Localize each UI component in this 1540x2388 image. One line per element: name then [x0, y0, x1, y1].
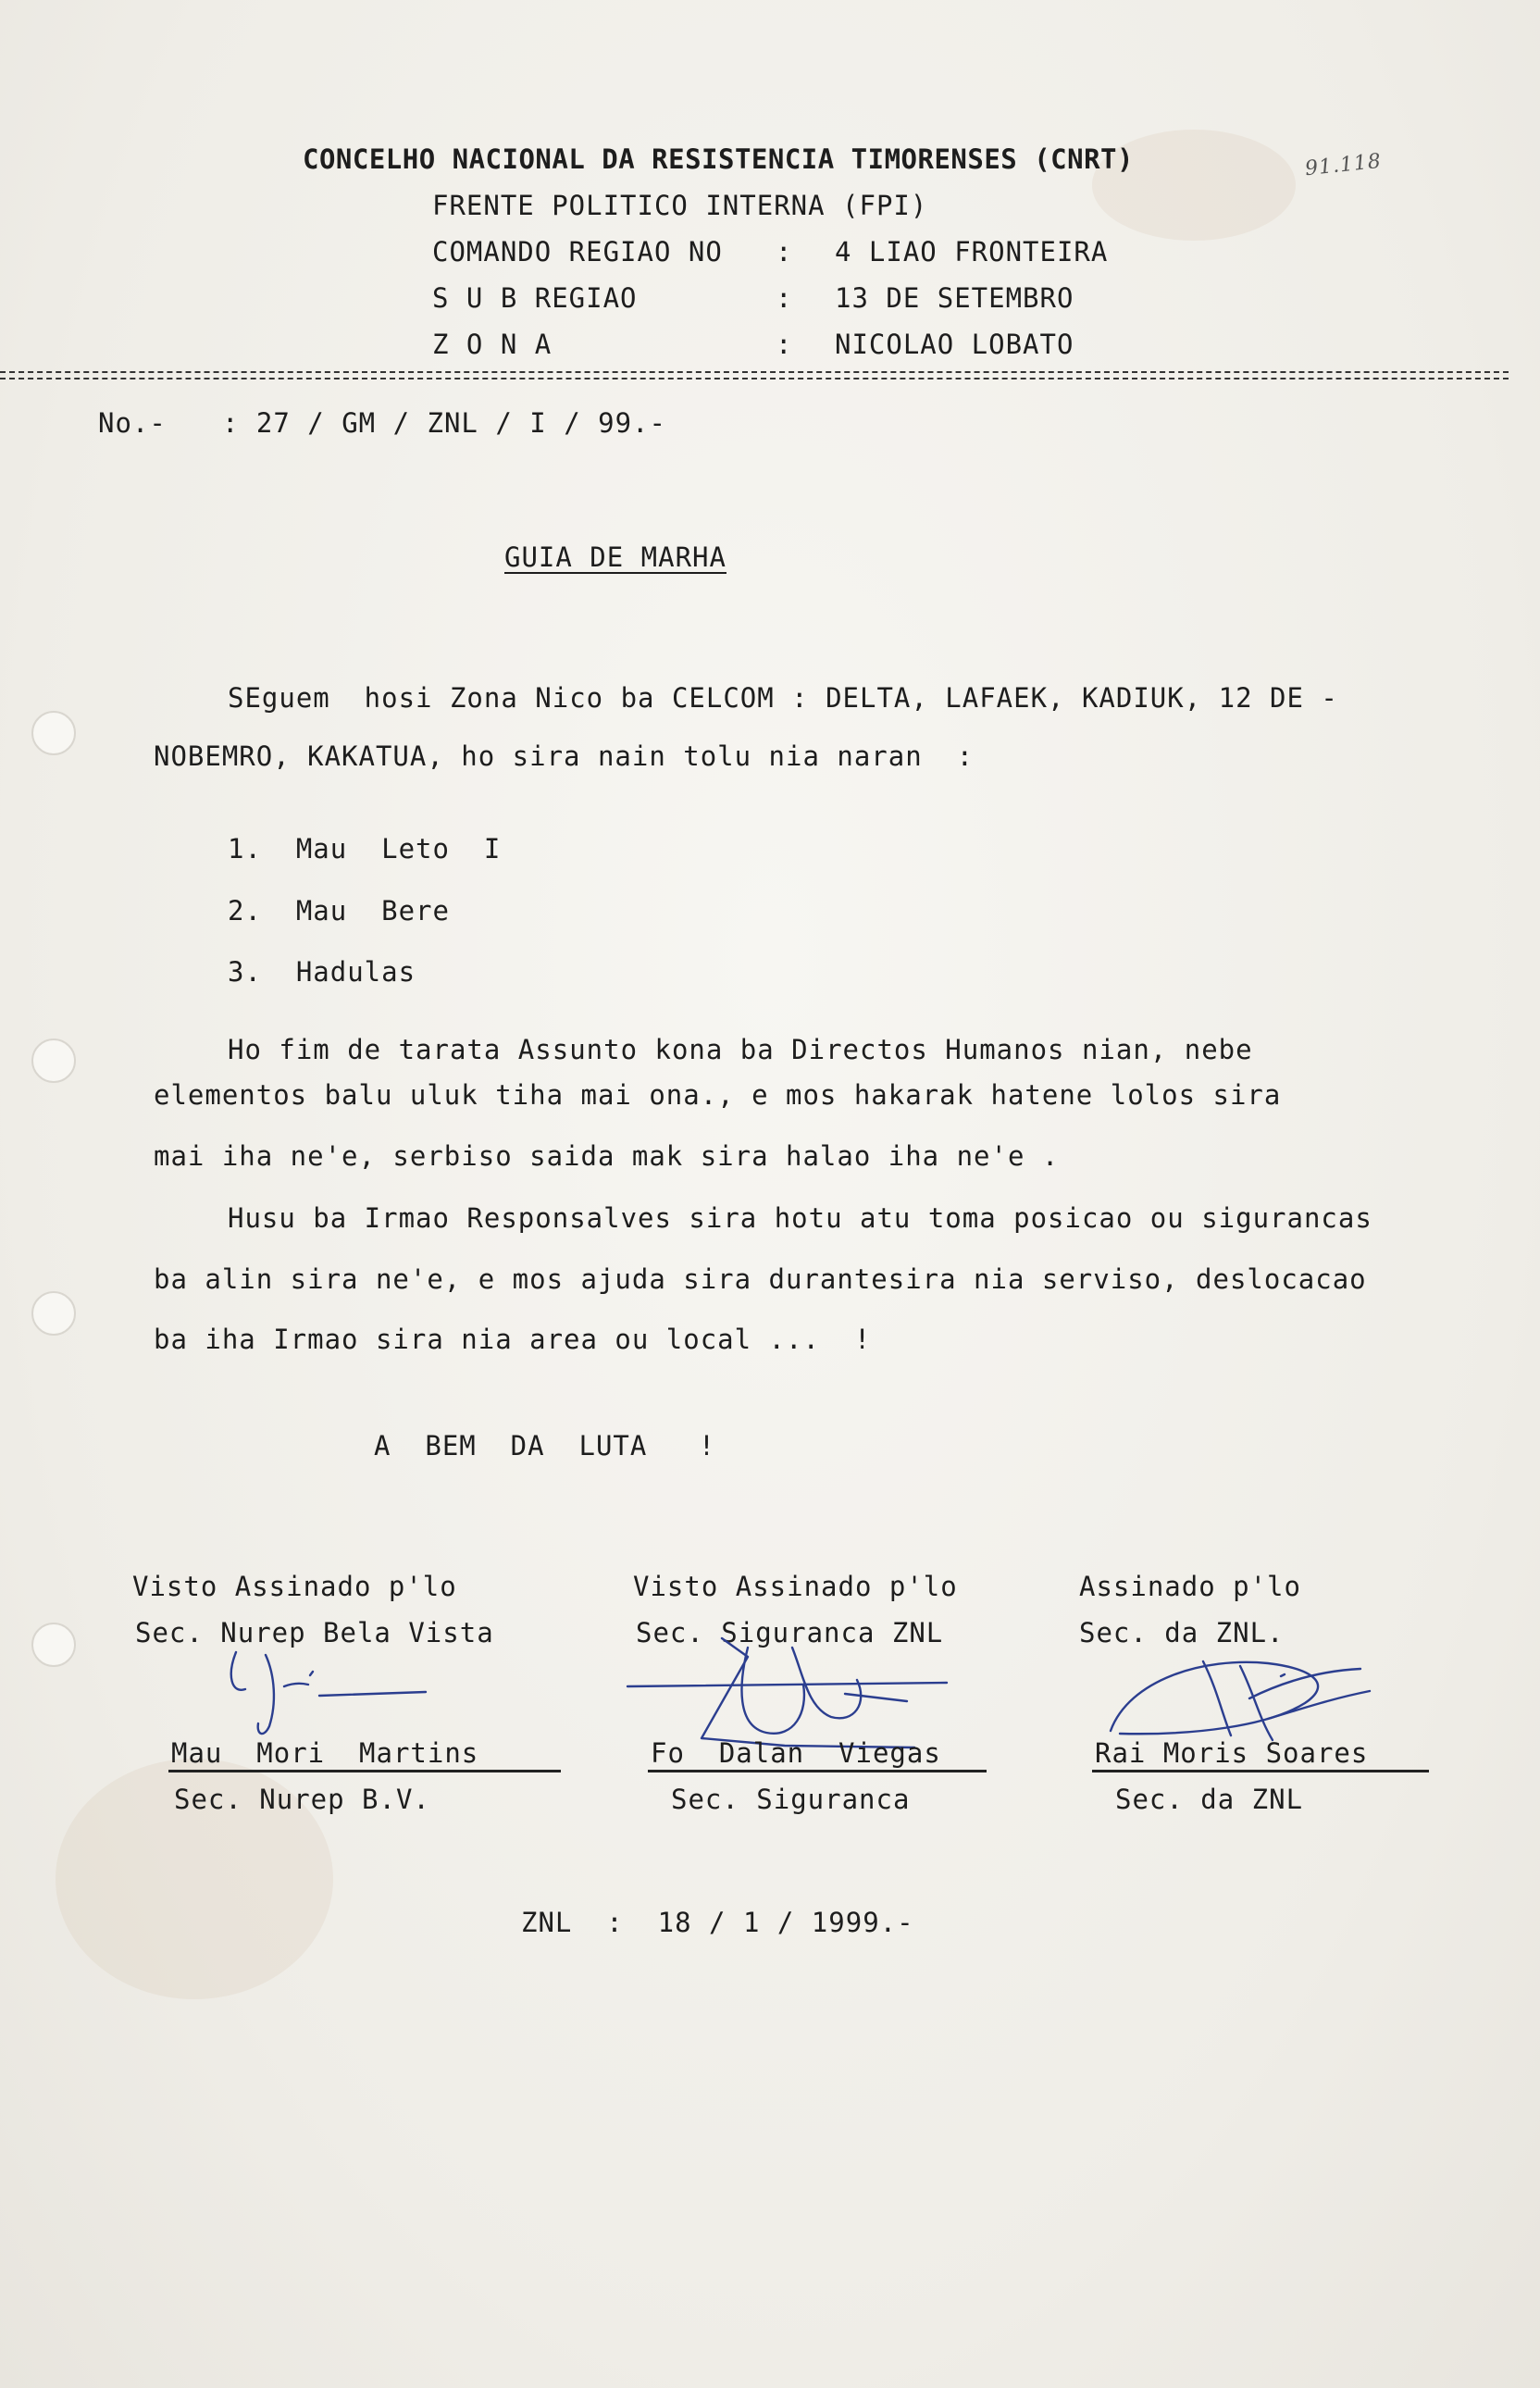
paragraph-line: Ho fim de tarata Assunto kona ba Directos Humanos nian, nebe — [228, 1034, 1253, 1065]
punch-hole — [31, 1039, 76, 1083]
ref-label: No.- — [98, 407, 167, 439]
header-value-zona: NICOLAO LOBATO — [835, 329, 1074, 360]
signatory-role: Sec. Siguranca — [671, 1784, 911, 1815]
signatory-name: Rai Moris Soares — [1095, 1737, 1369, 1769]
org-title: CONCELHO NACIONAL DA RESISTENCIA TIMORENSES (CNRT) — [303, 143, 1134, 175]
header-label-subregiao: S U B REGIAO — [432, 282, 638, 314]
header-sep: : — [776, 236, 793, 267]
archive-note: 91.118 — [1303, 149, 1384, 181]
paragraph-line: NOBEMRO, KAKATUA, ho sira nain tolu nia naran : — [154, 740, 975, 772]
list-item: 2. Mau Bere — [228, 895, 450, 927]
signature-caption: Visto Assinado p'lo — [132, 1571, 457, 1602]
header-label-comando: COMANDO REGIAO NO — [432, 236, 723, 267]
punch-hole — [31, 1623, 76, 1667]
closing-salutation: A BEM DA LUTA ! — [374, 1430, 716, 1461]
signature-mark — [208, 1638, 440, 1740]
paragraph-line: mai iha ne'e, serbiso saida mak sira halao iha ne'e . — [154, 1140, 1060, 1172]
paragraph-line: SEguem hosi Zona Nico ba CELCOM : DELTA, LAFAEK, KADIUK, 12 DE - — [228, 682, 1338, 714]
paragraph-line: ba alin sira ne'e, e mos ajuda sira durantesira nia serviso, deslocacao — [154, 1263, 1367, 1295]
footer-date: ZNL : 18 / 1 / 1999.- — [521, 1907, 914, 1938]
punch-hole — [31, 711, 76, 755]
paragraph-line: Husu ba Irmao Responsalves sira hotu atu toma posicao ou siguranсas — [228, 1202, 1372, 1234]
signatory-role: Sec. Nurep B.V. — [174, 1784, 430, 1815]
signature-caption: Sec. Nurep Bela Vista — [135, 1617, 494, 1648]
punch-hole — [31, 1291, 76, 1336]
signature-caption: Assinado p'lo — [1079, 1571, 1301, 1602]
separator-double-dash — [0, 370, 1509, 381]
header-sep: : — [776, 282, 793, 314]
signatory-name: Fo Dalan Viegas — [651, 1737, 941, 1769]
front-title: FRENTE POLITICO INTERNA (FPI) — [432, 190, 928, 221]
header-sep: : — [776, 329, 793, 360]
signature-caption: Sec. Siguranca ZNL — [636, 1617, 944, 1648]
list-item: 3. Hadulas — [228, 956, 416, 988]
header-value-subregiao: 13 DE SETEMBRO — [835, 282, 1074, 314]
header-label-zona: Z O N A — [432, 329, 553, 360]
paragraph-line: ba iha Irmao sira nia area ou local ... ! — [154, 1324, 872, 1355]
document-title: GUIA DE MARHA — [504, 541, 727, 573]
signature-caption: Sec. da ZNL. — [1079, 1617, 1285, 1648]
signature-line — [648, 1770, 987, 1772]
signatory-role: Sec. da ZNL — [1115, 1784, 1304, 1815]
signature-line — [168, 1770, 561, 1772]
signature-line — [1092, 1770, 1429, 1772]
ref-number: : 27 / GM / ZNL / I / 99.- — [222, 407, 666, 439]
header-value-comando: 4 LIAO FRONTEIRA — [835, 236, 1109, 267]
signatory-name: Mau Mori Martins — [171, 1737, 479, 1769]
signature-caption: Visto Assinado p'lo — [633, 1571, 958, 1602]
list-item: 1. Mau Leto I — [228, 833, 502, 864]
paragraph-line: elementos balu uluk tiha mai ona., e mos hakarak hatene lolos sira — [154, 1079, 1282, 1111]
